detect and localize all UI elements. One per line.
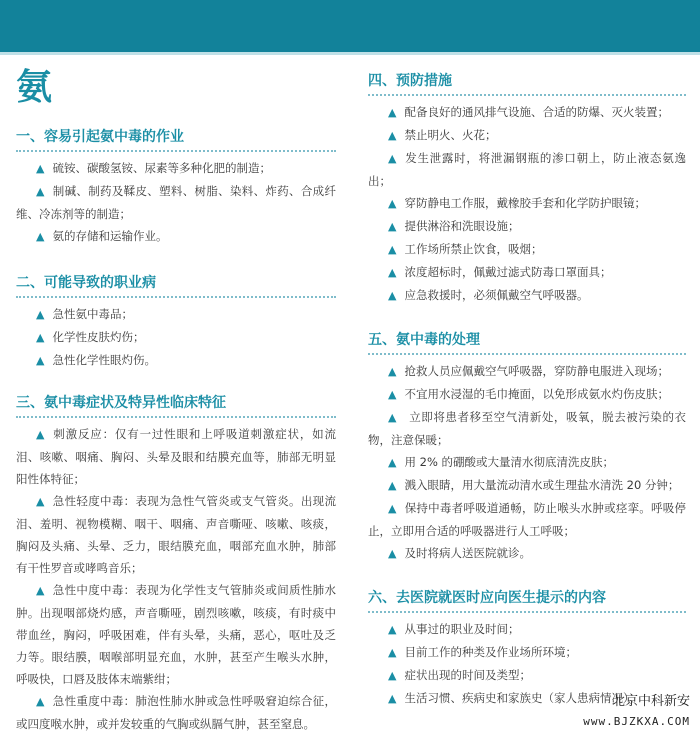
triangle-bullet-icon: ▲ bbox=[388, 646, 397, 659]
triangle-bullet-icon: ▲ bbox=[388, 623, 397, 636]
list-item bbox=[368, 497, 686, 542]
list-item bbox=[16, 225, 336, 248]
list-item bbox=[368, 215, 686, 238]
list-item-text: 急性轻度中毒：表现为急性气管炎或支气管炎。出现流泪、羞明、视物模糊、咽干、咽痛、声音嘶哑、咳嗽、咳痰，胸闷及头痛、头晕、乏力，眼结膜充血，咽部充血水肿，肺部有干性罗音或哮鸣音乐； bbox=[16, 494, 336, 575]
list-item-text: 工作场所禁止饮食，吸烟； bbox=[404, 242, 543, 256]
list-item-text: 化学性皮肤灼伤； bbox=[52, 330, 145, 344]
list-item bbox=[16, 180, 336, 225]
section bbox=[16, 128, 336, 248]
triangle-bullet-icon: ▲ bbox=[388, 547, 397, 560]
section bbox=[368, 331, 686, 565]
triangle-bullet-icon: ▲ bbox=[36, 584, 45, 597]
list-item-text: 应急救援时，必须佩戴空气呼吸器。 bbox=[404, 288, 589, 302]
left-column bbox=[16, 128, 336, 735]
list-item-text: 生活习惯、疾病史和家族史（家人患病情况）。 bbox=[404, 691, 641, 705]
list-item-text: 溅入眼睛，用大量流动清水或生理盐水清洗 20 分钟； bbox=[404, 478, 680, 492]
list-item-text: 急性氨中毒品； bbox=[52, 307, 133, 321]
section bbox=[368, 72, 686, 307]
list-item bbox=[368, 383, 686, 406]
list-item bbox=[16, 579, 336, 690]
triangle-bullet-icon: ▲ bbox=[388, 479, 397, 492]
list-item bbox=[16, 349, 336, 372]
triangle-bullet-icon: ▲ bbox=[36, 331, 45, 344]
list-item-text: 目前工作的种类及作业场所环境； bbox=[404, 645, 577, 659]
list-item-text: 发生泄露时，将泄漏钢瓶的渗口朝上，防止液态氨逸出； bbox=[368, 151, 686, 188]
list-item bbox=[16, 490, 336, 579]
list-item-text: 禁止明火、火花； bbox=[404, 128, 497, 142]
list-item-text: 不宜用水浸湿的毛巾掩面，以免形成氨水灼伤皮肤； bbox=[404, 387, 669, 401]
triangle-bullet-icon: ▲ bbox=[388, 502, 397, 515]
list-item-text: 用 2% 的硼酸或大量清水彻底清洗皮肤； bbox=[404, 455, 615, 469]
list-item bbox=[368, 360, 686, 383]
list-item bbox=[368, 641, 686, 664]
list-item bbox=[368, 474, 686, 497]
list-item-text: 配备良好的通风排气设施、合适的防爆、灭火装置； bbox=[404, 105, 669, 119]
page-title: 氨 bbox=[16, 67, 53, 108]
triangle-bullet-icon: ▲ bbox=[388, 388, 397, 401]
triangle-bullet-icon: ▲ bbox=[388, 220, 397, 233]
triangle-bullet-icon: ▲ bbox=[388, 243, 397, 256]
list-item-text: 浓度超标时，佩戴过滤式防毒口罩面具； bbox=[404, 265, 612, 279]
right-column bbox=[368, 72, 686, 710]
list-item-text: 从事过的职业及时间； bbox=[404, 622, 520, 636]
list-item-text: 急性中度中毒：表现为化学性支气管肺炎或间质性肺水肿。出现咽部烧灼感，声音嘶哑，剧烈咳嗽，咳痰，有时痰中带血丝，胸闷，呼吸困难，伴有头晕，头痛，恶心，呕吐及乏力等。眼结膜，咽喉部明显充血，水肿，甚至产生喉头水肿，呼吸快，口唇及肢体末端紫绀； bbox=[16, 583, 336, 686]
list-item bbox=[16, 303, 336, 326]
list-item bbox=[368, 238, 686, 261]
bullet-list bbox=[368, 360, 686, 565]
section-heading: 五、氨中毒的处理 bbox=[368, 331, 686, 355]
section bbox=[368, 589, 686, 710]
triangle-bullet-icon: ▲ bbox=[36, 428, 46, 441]
list-item bbox=[16, 690, 336, 735]
triangle-bullet-icon: ▲ bbox=[36, 354, 45, 367]
list-item-text: 制碱、制药及鞣皮、塑料、树脂、染料、炸药、合成纤维、冷冻剂等的制造； bbox=[16, 184, 336, 221]
list-item bbox=[368, 284, 686, 307]
triangle-bullet-icon: ▲ bbox=[36, 495, 45, 508]
bullet-list bbox=[16, 303, 336, 372]
list-item bbox=[16, 423, 336, 490]
watermark-name: 北京中科新安 bbox=[611, 694, 690, 709]
list-item-text: 氨的存储和运输作业。 bbox=[52, 229, 168, 243]
triangle-bullet-icon: ▲ bbox=[36, 185, 45, 198]
list-item bbox=[368, 451, 686, 474]
list-item-text: 急性重度中毒：肺泡性肺水肿或急性呼吸窘迫综合征，或四度喉水肿，或并发较重的气胸或纵膈气肿，甚至窒息。 bbox=[16, 694, 336, 731]
list-item bbox=[368, 664, 686, 687]
list-item bbox=[368, 147, 686, 192]
header-divider bbox=[0, 52, 700, 55]
list-item-text: 硫铵、碳酸氢铵、尿素等多种化肥的制造； bbox=[52, 161, 271, 175]
list-item bbox=[16, 157, 336, 180]
section-heading: 三、氨中毒症状及特异性临床特征 bbox=[16, 394, 336, 418]
list-item bbox=[368, 101, 686, 124]
list-item-text: 提供淋浴和洗眼设施； bbox=[404, 219, 520, 233]
list-item-text: 及时将病人送医院就诊。 bbox=[404, 546, 531, 560]
triangle-bullet-icon: ▲ bbox=[388, 129, 397, 142]
list-item-text: 穿防静电工作服，戴橡胶手套和化学防护眼镜； bbox=[404, 196, 646, 210]
list-item-text: 抢救人员应佩戴空气呼吸器，穿防静电服进入现场； bbox=[404, 364, 669, 378]
triangle-bullet-icon: ▲ bbox=[36, 162, 45, 175]
triangle-bullet-icon: ▲ bbox=[388, 669, 397, 682]
bullet-list bbox=[16, 423, 336, 735]
list-item-text: 刺激反应：仅有一过性眼和上呼吸道刺激症状，如流泪、咳嗽、咽痛、胸闷、头晕及眼和结膜充血等，肺部无明显阳性体特征； bbox=[16, 427, 336, 486]
section-heading: 六、去医院就医时应向医生提示的内容 bbox=[368, 589, 686, 613]
section-heading: 四、预防措施 bbox=[368, 72, 686, 96]
list-item bbox=[368, 261, 686, 284]
header-band bbox=[0, 0, 700, 52]
triangle-bullet-icon: ▲ bbox=[388, 266, 397, 279]
list-item bbox=[368, 542, 686, 565]
triangle-bullet-icon: ▲ bbox=[388, 411, 398, 424]
bullet-list bbox=[16, 157, 336, 248]
list-item-text: 急性化学性眼灼伤。 bbox=[52, 353, 156, 367]
section bbox=[16, 394, 336, 735]
triangle-bullet-icon: ▲ bbox=[388, 106, 397, 119]
list-item-text: 症状出现的时间及类型； bbox=[404, 668, 531, 682]
list-item bbox=[368, 124, 686, 147]
triangle-bullet-icon: ▲ bbox=[388, 456, 397, 469]
triangle-bullet-icon: ▲ bbox=[388, 152, 398, 165]
list-item bbox=[16, 326, 336, 349]
triangle-bullet-icon: ▲ bbox=[388, 692, 397, 705]
list-item bbox=[368, 192, 686, 215]
triangle-bullet-icon: ▲ bbox=[36, 695, 45, 708]
triangle-bullet-icon: ▲ bbox=[36, 230, 45, 243]
section bbox=[16, 274, 336, 372]
bullet-list bbox=[368, 101, 686, 307]
watermark-url: www.BJZKXA.COM bbox=[583, 715, 690, 728]
list-item-text: 立即将患者移至空气清新处，吸氧，脱去被污染的衣物，注意保暖； bbox=[368, 410, 687, 447]
list-item bbox=[368, 618, 686, 641]
list-item-text: 保持中毒者呼吸道通畅，防止喉头水肿或痉挛。呼吸停止，立即用合适的呼吸器进行人工呼吸； bbox=[368, 501, 687, 538]
triangle-bullet-icon: ▲ bbox=[388, 197, 397, 210]
section-heading: 一、容易引起氨中毒的作业 bbox=[16, 128, 336, 152]
list-item bbox=[368, 406, 686, 451]
section-heading: 二、可能导致的职业病 bbox=[16, 274, 336, 298]
triangle-bullet-icon: ▲ bbox=[388, 289, 397, 302]
triangle-bullet-icon: ▲ bbox=[36, 308, 45, 321]
triangle-bullet-icon: ▲ bbox=[388, 365, 397, 378]
